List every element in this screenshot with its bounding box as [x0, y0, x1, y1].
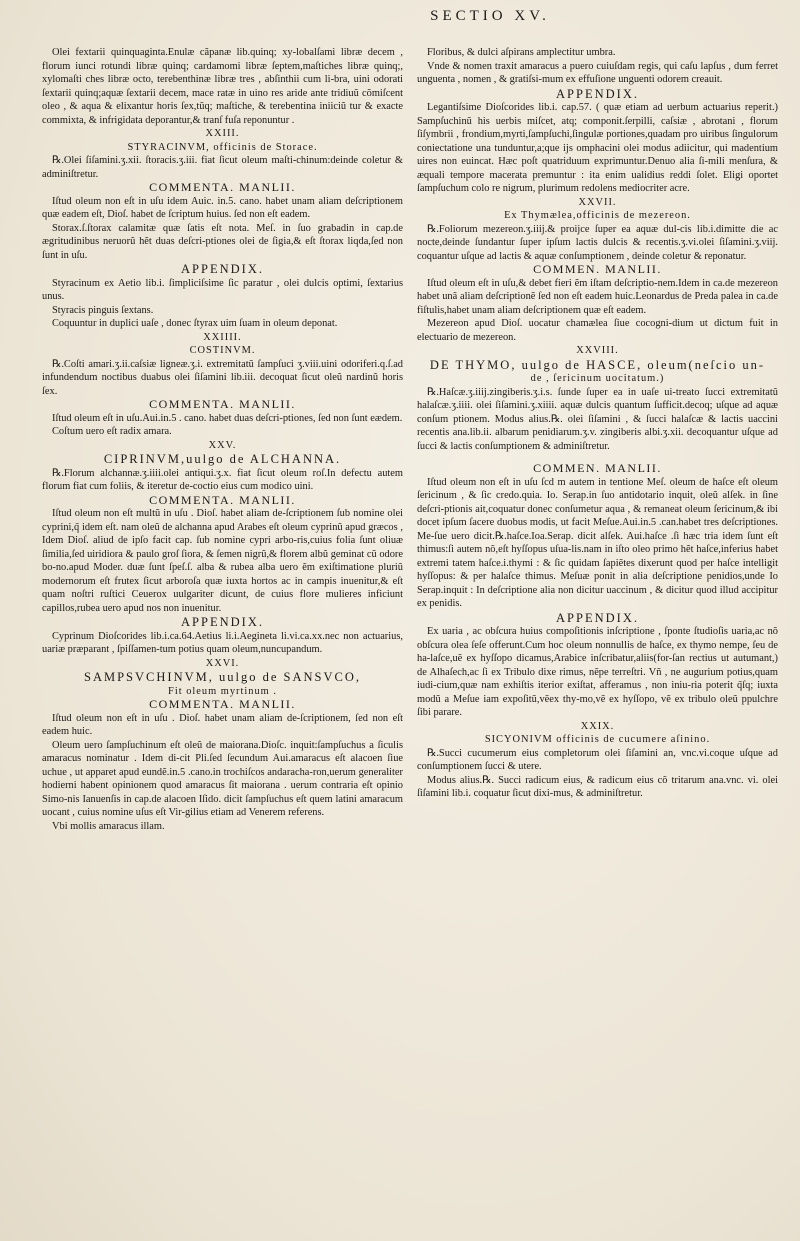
paragraph: Olei fextarii quinquaginta.Enulæ căpanæ lib.quinq; xy-lobalſami libræ decem , florum iunci rotundi libræ quinq; cardamomi libræ ſeptem,maſtiches libræ quinq;, xylomaſti ches libræ octo, terebenthinæ libræ tres , abſinthii cum li-bra, uini odorati ſextarii quinq;aquæ ſextarii decem, mace ratæ in uino res aride ante tridiuũ cõmiſcent oleo , & aqua & elixantur horis ſex,tũq; maſtiche, & terebentina iniiciũ tur & exacte commixta, & infrigidata deporantur,& tranſ fuſa reponuntur . [42, 47, 403, 126]
section-title: SECTIO XV. [430, 8, 550, 24]
paragraph: ℞.Succi cucumerum eius completorum olei ſiſamini an, vnc.vi.coque uſque ad conſumptionem ſucci & utere. [417, 747, 778, 772]
paragraph: Iſtud oleum non eſt multũ in uſu . Dioſ. habet aliam de-ſcriptionem ſub nomine olei cyprini,q̃ idem eſt. nam oleũ de alchanna apud Arabes eſt oleum cyprinũ apud græcos , Idem Dioſ. aliud de ipſo facit cap. ſub nomine cypri arbo-ris,cuius folia ſunt oliuæ ſimilia,ſed uiridiora & paulo groſ ſiora, & ſemen nigrũ,& florem albũ geminat cũ odore bo-no.apud Moder. duæ ſunt ſpeſ.ſ. alba & rubea alba uero ẽm exiſtimatione pluriũ modernorum eſt frutex ſicut arboroſa quæ iuxta hortos ac in campis inuenitur,& eſt quam noſtri ruſtici Ceuerox uulgariter dicunt, de cuius flore mulieres inficiunt capillos,rubea uero apud nos non inuenitur. [42, 508, 403, 614]
section-heading: SAMPSVCHINVM, uulgo de SANSVCO, [84, 670, 361, 684]
paragraph: ℞.Foliorum mezereon.ʒ.iiij.& proijce ſuper ea aquæ dul-cis lib.i.dimitte die ac nocte,deinde ſundantur ſuper ipſum lactis dulcis & recentis.ʒ.vi.olei ſiſamini.ʒ.viij. coquantur uſque ad lactis & aquæ conſumptionem , deinde coletur & reponatur. [417, 223, 778, 262]
commentary-heading: COMMEN. MANLII. [533, 262, 662, 276]
commentary-heading: COMMEN. MANLII. [533, 461, 662, 475]
text-columns [42, 46, 780, 1231]
commentary-heading: COMMENTA. MANLII. [149, 397, 296, 411]
left-column [42, 46, 403, 1231]
paragraph: Styracinum ex Aetio lib.i. ſimpliciſsime ſic paratur , olei dulcis optimi, ſextarius unus. [42, 277, 403, 302]
paragraph: Iſtud oleum non eſt in uſu ſcd m autem in tentione Meſ. oleum de haſce eſt oleum ſericinum , & ſic credo.quia. Io. Serap.in ſuo antidotario inquit, oleũ alſek. in ſine deſcri-ptionis ait,coquatur donec conſumetur aqua , & remaneat oleum ſericinum,& ibi docet ipſum ſacere duobus modis, ut facit Meſue.Aui.in.5 .can.habet tres deſcriptiones. Me-ſue uero dicit.℞.haſce.Ioa.Serap. dicit alſek. Aui.haſce .ſi hæc tria idem ſunt eſt thimus:ſi autem nõ,eſt hyſſopus uſua-lis.nam in iſto oleo primo hẽt haſce,inferius habet extremi tatem haſce.i.thymi : & ſic quidam ſapiẽtes dixerunt quod per haſce intelligit hyſſopus: & per halaſce thimus. Meſuæ ponit in alia deſcriptione penidios,unde Io Serap.inquit : In deſcriptione alia non dicitur uaccinum , & dicitur quod illud accipitur ex penidis. [417, 476, 778, 609]
section-heading: APPENDIX. [556, 86, 639, 101]
paragraph: Floribus, & dulci aſpirans amplectitur umbra. [427, 47, 616, 58]
centered-line: XXVII. [578, 196, 617, 208]
paragraph: Coſtum uero eſt radix amara. [52, 426, 172, 437]
paragraph: Coquuntur in duplici uaſe , donec ſtyrax uim ſuam in oleum deponat. [52, 318, 338, 329]
paragraph: Iſtud oleum non eſt in uſu . Dioſ. habet unam aliam de-ſcriptionem, ſed non eſt eadem huic. [42, 712, 403, 737]
section-heading: DE THYMO, uulgo de HASCE, oleum(neſcio un- [429, 357, 766, 372]
paragraph: ℞.Florum alchannæ.ʒ.iiii.olei antiqui.ʒ.x. fiat ſicut oleum roſ.In defectu autem florum fiat cum foliis, & iteretur de-coctio eius cum modico uini. [42, 467, 403, 492]
paragraph: Mezereon apud Dioſ. uocatur chamælea ſiue cocogni-dium ut dictum fuit in electuario de mezereon. [417, 318, 778, 343]
paragraph: ℞.Coſti amari.ʒ.ii.caſsiæ ligneæ.ʒ.i. extremitatũ ſampſuci ʒ.viii.uini odoriferi.q.ſ.ad infundendum noctibus duabus olei ſiſamini lib.iii. decoquat ſicut oleũ nardinũ horis ſex. [42, 358, 403, 397]
paragraph: Iſtud oleum non eſt in uſu idem Auic. in.5. cano. habet unam aliam deſcriptionem quæ eadem eſt, Dioſ. habet de ſcriptum huius. ſed non eſt eadem. [42, 195, 403, 220]
paragraph: Vbi mollis amaracus illam. [52, 820, 165, 832]
paragraph: Iſtud oleum eſt in uſu,& debet fieri ẽm iſtam deſcriptio-nem.Idem in ca.de mezereon habet unã aliam deſcriptionẽ ſed non eſt eadem huic.Leonardus de Preda palea in ca.de fiſtulis,habet unam aliam deſcriptionem quæ eſt eadem. [417, 277, 778, 316]
commentary-heading: COMMENTA. MANLII. [149, 180, 296, 194]
centered-line: XXIII. [205, 128, 240, 139]
centered-line: STYRACINVM, officinis de Storace. [127, 141, 318, 153]
section-heading: APPENDIX. [181, 262, 264, 276]
centered-line: XXIX. [580, 720, 615, 732]
centered-line: de , ſericinum uocitatum.) [530, 373, 665, 384]
paragraph: Ex uaria , ac obſcura huius compoſitionis inſcriptione , ſponte ſtudioſis uaria,ac nõ obſcura olea ſeſe offerunt.Cum hoc oleum nonnullis de haſce, ex thymo nempe, ſeu de ha-laſce,uẽ ex hyſſopo dicamus,Arabice inſcribatur,aliis(for-ſan rectius ut autumant,) de Alhaſech,ac ſi ex Tribulo dixe rimus, nẽpe terreſtri. Vñ , ne augurium potius,quam iudi-cium,quæ nam exhiſtis iterior exiſtat, afferamus , non iniu-ria poterit q̃ſq; iuxta modũ a Meſue iam expoſitũ,vẽex thy-mo,vẽ ex hyſſopo, vẽ ex tribulo oleũ ppulchre ſibi parare. [417, 626, 778, 718]
paragraph: Legantiſsime Dioſcorides lib.i. cap.57. ( quæ etiam ad uerbum actuarius reperit.) Sampſuchinũ his uerbis miſcet, atq; componit.ſerpilli, caſsiæ , abrotani , florum ſiſymbrii , frondium,myrti,ſampſuchi,ſingulæ portiones,quadam pro uiribus ſingulorum coniectatione una tunduntur,a;que ijs omphacini olei modus adiicitur, qui madentium uires non euincat. Hæc poſt quatriduum exprimuntur.Denuo alia ſi-mili menſura, & æquali tempore macerata premuntur : ita enim ualidius reddi ſolet. Eligi oportet ſampſuchum colo re nigrum, plurimum redolens mediocriter acre. [417, 102, 778, 194]
paragraph: Vnde & nomen traxit amaracus a puero cuiuſdam regis, qui caſu lapſus , dum ferret unguenta , nomen , & gratiſsi-mum ex effuſione unguenti odorem creauit. [417, 60, 778, 85]
centered-line: Ex Thymælea,officinis de mezereon. [504, 210, 691, 221]
right-column [417, 46, 778, 1231]
centered-line: Fit oleum myrtinum . [168, 685, 277, 697]
paragraph: Modus alius.℞. Succi radicum eius, & radicum eius cõ tritarum ana.vnc. vi. olei ſiſamini lib.i. coquatur ſicut dixi-mus, & adminiſtretur. [417, 774, 778, 799]
paragraph: Oleum uero ſampſuchinum eſt oleũ de maiorana.Dioſc. inquit:ſampſuchus a ſiculis amaracus nominatur . Idem di-cit Pli.ſed ſecundum Aui.amaracus eſt alacoen ſiue uchue , ut apparet apud eundẽ.in.5 .cano.in trochiſcos andaracha-ron,uerum generaliter hodierni habent opinionem quod amaracus ſit maiorana . uerum contraria eſt opinio Simo-nis Ianuenſis in cap.de alacoen Iſido. dicit ſampſuchus eſt quem latini amaracum uocant , cuius nomine uſus eſt Vir-gilius etiam ad Venerem referens. [42, 739, 403, 818]
paragraph: Cyprinum Dioſcorides lib.i.ca.64.Aetius li.i.Aegineta li.vi.ca.xx.nec non actuarius, uariæ præparant , ſpiſſamen-tum potius quam oleum,nuncupandum. [42, 630, 403, 655]
paragraph: ℞.Olei ſiſamini.ʒ.xii. ſtoracis.ʒ.iii. fiat ſicut oleum maſti-chinum:deinde coletur & adminiſtretur. [42, 155, 403, 180]
paragraph: Styracis pinguis ſextans. [52, 304, 154, 316]
commentary-heading: COMMENTA. MANLII. [149, 697, 296, 711]
section-heading: APPENDIX. [556, 610, 639, 625]
paragraph: Storax.ſ.ſtorax calamitæ quæ ſatis eſt nota. Meſ. in ſuo grabadin in cap.de ægritudinibus neruorũ hẽt duas deſcri-ptiones olei de ſigia,& eſt ſtorax liqda,ſed non ſunt in uſu. [42, 222, 403, 261]
centered-line: COSTINVM. [189, 345, 256, 356]
paragraph: ℞.Haſcæ.ʒ.iiij.zingiberis.ʒ.i.s. ſunde ſuper ea in uaſe ui-treato ſucci extremitatũ halaſcæ.ʒ.iiii. olei ſiſamini.ʒ.xiiii. aquæ dulcis quantum ſufficit.decoq; uſque ad aquæ conſum ptionem. Modus alius.℞. olei ſiſamini , & ſucci halaſcæ & lactis uaccini recentis ana.lib.ii. albarum penidiarum.ʒ.v. zingiberis albi.ʒ.xii. decoquantur uſque ad ſucci & lactis conſumptionem & adminiſtretur. [417, 386, 778, 452]
centered-line: XXV. [208, 439, 237, 451]
commentary-heading: COMMENTA. MANLII. [149, 492, 296, 507]
section-heading: CIPRINVM,uulgo de ALCHANNA. [103, 452, 342, 466]
centered-line: SICYONIVM officinis de cucumere aſinino. [484, 734, 711, 745]
running-header [0, 8, 800, 25]
centered-line: XXIIII. [203, 331, 242, 343]
paragraph: Iſtud oleum eſt in uſu.Aui.in.5 . cano. habet duas deſcri-ptiones, ſed non ſunt eædem. [52, 412, 403, 424]
centered-line: XXVIII. [576, 345, 619, 356]
section-heading: APPENDIX. [181, 615, 264, 629]
centered-line: XXVI. [205, 657, 240, 669]
